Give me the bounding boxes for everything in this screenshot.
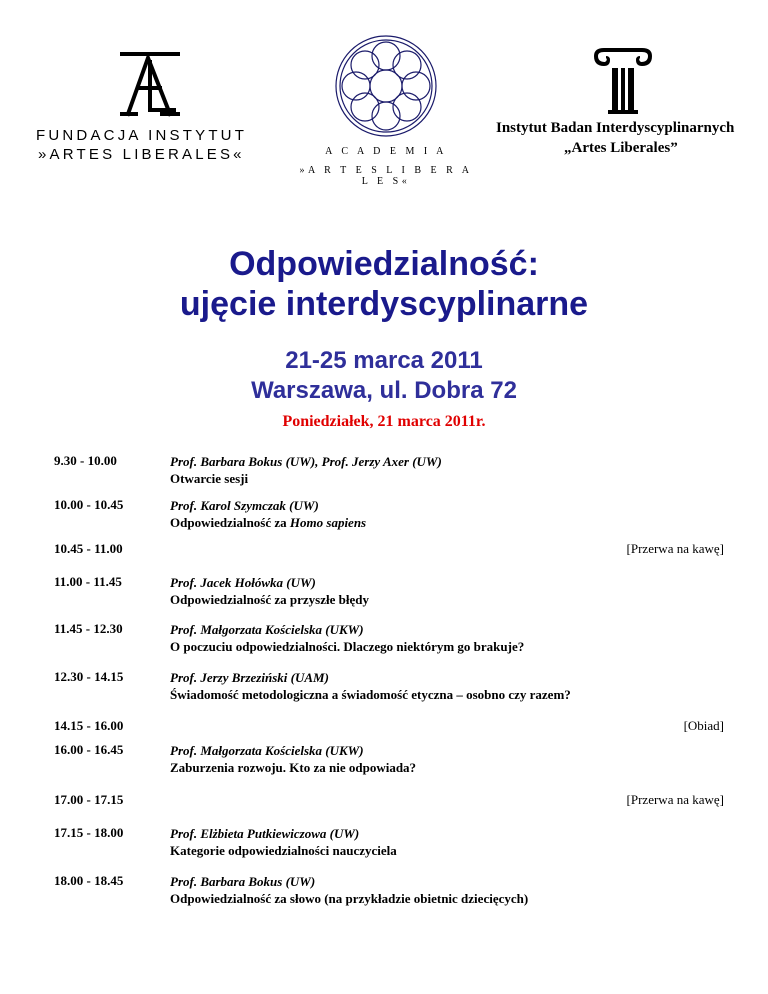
conference-title-line2: ujęcie interdyscyplinarne (179, 285, 589, 323)
session-time: 11.45 - 12.30 (54, 621, 123, 636)
session-speaker: Prof. Karol Szymczak (UW) (170, 498, 319, 513)
session-speaker: Prof. Elżbieta Putkiewiczowa (UW) (170, 826, 360, 841)
al-monogram-icon (114, 48, 186, 120)
session-speaker: Prof. Barbara Bokus (UW), Prof. Jerzy Axer (UW) (170, 454, 442, 469)
session-speaker: Prof. Małgorzata Kościelska (UKW) (170, 743, 364, 758)
session-time: 9.30 - 10.00 (54, 453, 117, 468)
session-topic (170, 514, 366, 531)
session-speaker: Prof. Jacek Hołówka (UW) (170, 575, 316, 590)
break-time: 14.15 - 16.00 (54, 718, 124, 733)
session-topic: Świadomość metodologiczna a świadomość etyczna – osobno czy razem? (170, 687, 571, 702)
academia-logo (296, 34, 476, 187)
session-time: 16.00 - 16.45 (54, 742, 124, 757)
break-time: 17.00 - 17.15 (54, 792, 124, 807)
day-heading: Poniedziałek, 21 marca 2011r. (282, 413, 486, 430)
fundacja-name-line1: FUNDACJA INSTYTUT (36, 127, 248, 144)
session-speaker: Prof. Jerzy Brzeziński (UAM) (170, 670, 329, 685)
break-label: [Przerwa na kawę] (626, 792, 724, 807)
session-topic-text: Odpowiedzialność za (170, 515, 287, 530)
academia-line1: A C A D E M I A (325, 146, 447, 157)
session-topic-emphasis: Homo sapiens (289, 515, 367, 530)
session-time: 10.00 - 10.45 (54, 497, 124, 512)
rosette-seal-icon (334, 34, 438, 138)
ibi-logo (496, 48, 756, 178)
session-topic: Odpowiedzialność za słowo (na przykładzie obietnic dziecięcych) (170, 891, 529, 906)
break-time: 10.45 - 11.00 (54, 541, 123, 556)
break-label: [Obiad] (683, 718, 724, 733)
conference-title-line1: Odpowiedzialność: (229, 245, 539, 283)
ibi-name-line2: „Artes Liberales” (564, 140, 678, 156)
session-topic: Kategorie odpowiedzialności nauczyciela (170, 843, 397, 858)
session-topic: Zaburzenia rozwoju. Kto za nie odpowiada? (170, 760, 417, 775)
session-time: 17.15 - 18.00 (54, 825, 124, 840)
academia-line2: »A R T E S L I B E R A L E S« (299, 165, 473, 187)
session-topic: O poczuciu odpowiedzialności. Dlaczego niektórym go brakuje? (170, 639, 525, 654)
ibi-name-line1: Instytut Badan Interdyscyplinarnych (496, 120, 735, 136)
fundacja-logo (36, 48, 266, 168)
session-time: 18.00 - 18.45 (54, 873, 124, 888)
break-label: [Przerwa na kawę] (626, 541, 724, 556)
session-speaker: Prof. Barbara Bokus (UW) (170, 874, 316, 889)
conference-place: Warszawa, ul. Dobra 72 (251, 377, 517, 404)
session-speaker: Prof. Małgorzata Kościelska (UKW) (170, 622, 364, 637)
session-time: 12.30 - 14.15 (54, 669, 124, 684)
fundacja-name-line2: »ARTES LIBERALES« (38, 146, 245, 163)
session-time: 11.00 - 11.45 (54, 574, 122, 589)
ionic-column-icon (590, 48, 656, 114)
conference-dates: 21-25 marca 2011 (285, 347, 483, 374)
session-topic: Odpowiedzialność za przyszłe błędy (170, 592, 369, 607)
session-topic: Otwarcie sesji (170, 471, 249, 486)
